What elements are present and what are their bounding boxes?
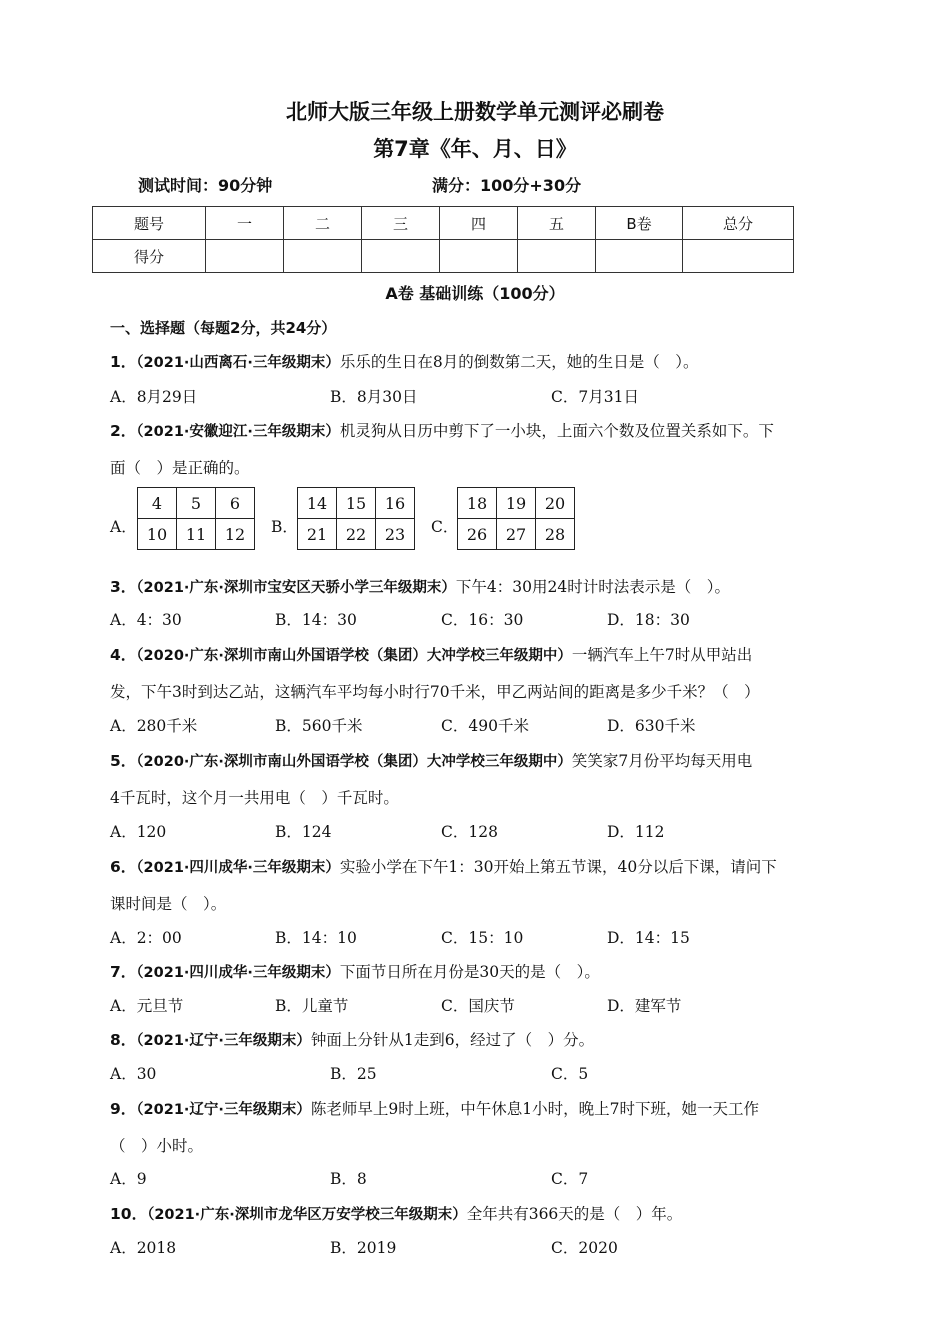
grid-cell: 5 <box>177 488 216 519</box>
grid-cell: 12 <box>216 519 255 550</box>
option-c[interactable]: C．490千米 <box>441 717 529 735</box>
question-number: 5． <box>110 752 137 770</box>
chapter-title: 第7章《年、月、日》 <box>373 137 577 161</box>
question-number: 10． <box>110 1205 148 1223</box>
question-1 <box>110 350 699 372</box>
score-cell[interactable] <box>518 240 596 273</box>
option-a[interactable]: A．9 <box>110 1170 147 1188</box>
question-6 <box>110 855 777 877</box>
question-4-continued: 发，下午3时到达乙站，这辆汽车平均每小时行70千米，甲乙两站间的距离是多少千米？（ ） <box>110 683 760 701</box>
option-a[interactable]: A． <box>110 518 137 536</box>
section-1-heading: 一、选择题（每题2分，共24分） <box>110 319 337 337</box>
test-time: 测试时间：90分钟 <box>138 176 273 195</box>
question-source: （2021·广东·深圳市宝安区天骄小学三年级期末） <box>136 580 456 596</box>
option-b[interactable]: B．25 <box>330 1065 377 1083</box>
score-table <box>92 206 794 273</box>
option-d[interactable]: D．建军节 <box>607 997 682 1015</box>
question-number: 2． <box>110 422 137 440</box>
option-c[interactable]: C．128 <box>441 823 498 841</box>
option-c[interactable]: C．16：30 <box>441 611 524 629</box>
question-number: 1． <box>110 353 137 371</box>
question-text: 一辆汽车上午7时从甲站出 <box>571 646 753 664</box>
question-text: 实验小学在下午1：30开始上第五节课，40分以后下课，请问下 <box>339 858 777 876</box>
section-a-heading: A卷 基础训练（100分） <box>385 284 565 303</box>
grid-cell: 4 <box>138 488 177 519</box>
grid-cell: 16 <box>376 488 415 519</box>
question-text: 下面节日所在月份是30天的是（ ）。 <box>339 963 600 981</box>
option-c[interactable]: C．国庆节 <box>441 997 515 1015</box>
score-header-cell: 题号 <box>93 207 206 240</box>
grid-cell: 10 <box>138 519 177 550</box>
option-b[interactable]: B．儿童节 <box>275 997 349 1015</box>
question-source: （2021·广东·深圳市龙华区万安学校三年级期末） <box>147 1207 467 1223</box>
question-7 <box>110 960 600 982</box>
option-b[interactable]: B．2019 <box>330 1239 397 1257</box>
question-10 <box>110 1202 682 1224</box>
question-source: （2021·四川成华·三年级期末） <box>136 860 340 876</box>
question-8 <box>110 1028 594 1050</box>
score-cell[interactable] <box>206 240 284 273</box>
score-cell[interactable] <box>596 240 683 273</box>
option-c[interactable]: C． <box>431 518 459 536</box>
score-cell[interactable] <box>284 240 362 273</box>
option-a[interactable]: A．280千米 <box>110 717 198 735</box>
option-a[interactable]: A．120 <box>110 823 167 841</box>
option-c[interactable]: C．15：10 <box>441 929 524 947</box>
question-number: 7． <box>110 963 137 981</box>
option-b[interactable]: B． <box>271 518 298 536</box>
score-header-cell: 三 <box>362 207 440 240</box>
question-source: （2021·辽宁·三年级期末） <box>136 1102 311 1118</box>
score-header-cell: 四 <box>440 207 518 240</box>
score-table-score-row <box>93 240 794 273</box>
option-a[interactable]: A．30 <box>110 1065 157 1083</box>
score-cell[interactable] <box>683 240 794 273</box>
question-source: （2020·广东·深圳市南山外国语学校（集团）大冲学校三年级期中） <box>136 754 572 770</box>
score-header-cell: 总分 <box>683 207 794 240</box>
grid-cell: 14 <box>298 488 337 519</box>
option-d[interactable]: D．14：15 <box>607 929 690 947</box>
question-text: 机灵狗从日历中剪下了一小块，上面六个数及位置关系如下。下 <box>339 422 774 440</box>
option-b[interactable]: B．14：10 <box>275 929 357 947</box>
score-cell[interactable] <box>362 240 440 273</box>
calendar-grid-a[interactable] <box>137 487 255 550</box>
option-a[interactable]: A．2018 <box>110 1239 177 1257</box>
question-3 <box>110 575 730 597</box>
grid-cell: 26 <box>458 519 497 550</box>
calendar-grid-b[interactable] <box>297 487 415 550</box>
question-text: 陈老师早上9时上班，中午休息1小时，晚上7时下班，她一天工作 <box>310 1100 760 1118</box>
option-b[interactable]: B．124 <box>275 823 332 841</box>
score-header-cell: 一 <box>206 207 284 240</box>
grid-cell: 27 <box>497 519 536 550</box>
question-5 <box>110 749 752 771</box>
option-a[interactable]: A．8月29日 <box>110 388 198 406</box>
question-9-continued: （ ）小时。 <box>110 1137 204 1155</box>
option-a[interactable]: A．元旦节 <box>110 997 184 1015</box>
option-a[interactable]: A．2：00 <box>110 929 182 947</box>
option-b[interactable]: B．8 <box>330 1170 367 1188</box>
option-d[interactable]: D．18：30 <box>607 611 690 629</box>
option-b[interactable]: B．8月30日 <box>330 388 418 406</box>
question-source: （2021·辽宁·三年级期末） <box>136 1033 311 1049</box>
option-a[interactable]: A．4：30 <box>110 611 182 629</box>
question-source: （2021·安徽迎江·三年级期末） <box>136 424 340 440</box>
grid-cell: 21 <box>298 519 337 550</box>
score-header-cell: 五 <box>518 207 596 240</box>
question-number: 6． <box>110 858 137 876</box>
grid-cell: 6 <box>216 488 255 519</box>
question-number: 8． <box>110 1031 137 1049</box>
option-c[interactable]: C．7 <box>551 1170 589 1188</box>
question-5-continued: 4千瓦时，这个月一共用电（ ）千瓦时。 <box>110 789 399 807</box>
calendar-grid-c[interactable] <box>457 487 575 550</box>
question-9 <box>110 1097 759 1119</box>
option-c[interactable]: C．5 <box>551 1065 589 1083</box>
question-2-continued: 面（ ）是正确的。 <box>110 459 250 477</box>
question-text: 钟面上分针从1走到6，经过了（ ）分。 <box>310 1031 595 1049</box>
question-number: 4． <box>110 646 137 664</box>
question-number: 9． <box>110 1100 137 1118</box>
question-4 <box>110 643 752 665</box>
question-text: 乐乐的生日在8月的倒数第二天，她的生日是（ ）。 <box>339 353 699 371</box>
score-row-label: 得分 <box>93 240 206 273</box>
question-number: 3． <box>110 578 137 596</box>
grid-cell: 22 <box>337 519 376 550</box>
score-table-header-row <box>93 207 794 240</box>
option-c[interactable]: C．7月31日 <box>551 388 639 406</box>
question-text: 下午4：30用24时计时法表示是（ ）。 <box>455 578 730 596</box>
question-2 <box>110 419 774 441</box>
option-c[interactable]: C．2020 <box>551 1239 618 1257</box>
grid-cell: 11 <box>177 519 216 550</box>
grid-cell: 28 <box>536 519 575 550</box>
score-header-cell: 二 <box>284 207 362 240</box>
grid-cell: 23 <box>376 519 415 550</box>
full-score: 满分：100分+30分 <box>432 176 582 195</box>
grid-cell: 20 <box>536 488 575 519</box>
question-source: （2021·四川成华·三年级期末） <box>136 965 340 981</box>
question-text: 笑笑家7月份平均每天用电 <box>571 752 753 770</box>
option-b[interactable]: B．560千米 <box>275 717 363 735</box>
question-source: （2021·山西离石·三年级期末） <box>136 355 340 371</box>
grid-cell: 18 <box>458 488 497 519</box>
option-d[interactable]: D．630千米 <box>607 717 696 735</box>
question-text: 全年共有366天的是（ ）年。 <box>466 1205 683 1223</box>
question-source: （2020·广东·深圳市南山外国语学校（集团）大冲学校三年级期中） <box>136 648 572 664</box>
grid-cell: 15 <box>337 488 376 519</box>
option-d[interactable]: D．112 <box>607 823 665 841</box>
question-6-continued: 课时间是（ ）。 <box>110 895 227 913</box>
grid-cell: 19 <box>497 488 536 519</box>
score-cell[interactable] <box>440 240 518 273</box>
score-header-cell: B卷 <box>596 207 683 240</box>
option-b[interactable]: B．14：30 <box>275 611 357 629</box>
exam-title: 北师大版三年级上册数学单元测评必刷卷 <box>286 100 664 124</box>
